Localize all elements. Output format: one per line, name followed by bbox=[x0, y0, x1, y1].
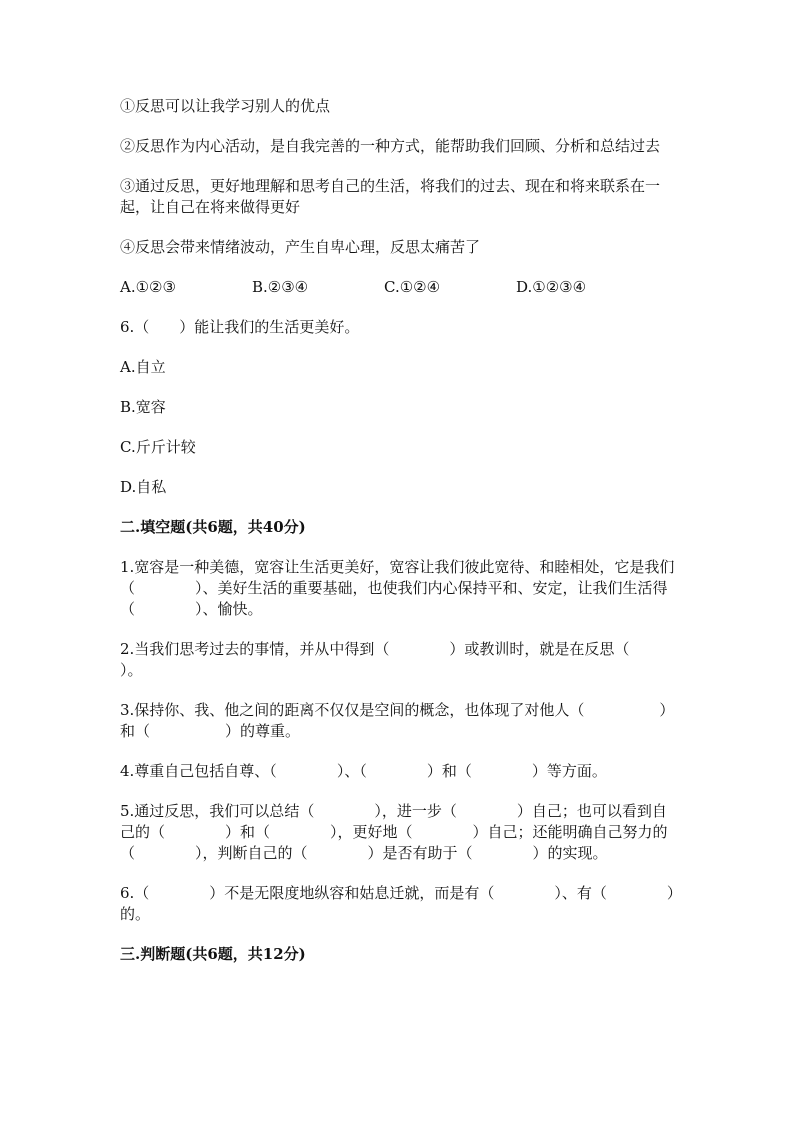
q5-option-a: A.①②③ bbox=[120, 278, 176, 296]
fill-question-4: 4.尊重自己包括自尊、（ ）、（ ）和（ ）等方面。 bbox=[120, 762, 607, 780]
fill-question-3: 3.保持你、我、他之间的距离不仅仅是空间的概念，也体现了对他人（ ）和（ ）的尊重。 bbox=[120, 701, 675, 740]
q6-stem: 6.（ ）能让我们的生活更美好。 bbox=[120, 318, 360, 336]
q5-option-b: B.②③④ bbox=[252, 278, 309, 296]
fill-question-5: 5.通过反思，我们可以总结（ ），进一步（ ）自己；也可以看到自己的（ ）和（ ），更好地（ ）自己；还能明确自己努力的（ ），判断自己的（ ）是否有助于（ ）的实现。 bbox=[120, 802, 668, 862]
section-2-title: 二.填空题(共6题，共40分) bbox=[120, 518, 306, 536]
fill-question-1: 1.宽容是一种美德，宽容让生活更美好，宽容让我们彼此宽待、和睦相处，它是我们（ ）、美好生活的重要基础，也使我们内心保持平和、安定，让我们生活得（ ）、愉快。 bbox=[120, 558, 675, 618]
q6-option-b: B.宽容 bbox=[120, 398, 166, 416]
q6-option-c: C.斤斤计较 bbox=[120, 438, 196, 456]
q5-statement-1: ①反思可以让我学习别人的优点 bbox=[120, 97, 331, 115]
fill-question-6: 6.（ ）不是无限度地纵容和姑息迁就，而是有（ ）、有（ ）的。 bbox=[120, 884, 675, 923]
q5-statements bbox=[120, 96, 680, 258]
q5-statement-3: ③通过反思，更好地理解和思考自己的生活，将我们的过去、现在和将来联系在一起，让自己在将来做得更好 bbox=[120, 177, 661, 216]
section-3-title: 三.判断题(共6题，共12分) bbox=[120, 945, 306, 963]
q5-statement-2: ②反思作为内心活动，是自我完善的一种方式，能帮助我们回顾、分析和总结过去 bbox=[120, 137, 661, 155]
q6-block bbox=[120, 317, 680, 498]
fill-in-questions bbox=[120, 557, 690, 925]
q5-statement-4: ④反思会带来情绪波动，产生自卑心理，反思太痛苦了 bbox=[120, 238, 481, 256]
fill-question-2: 2.当我们思考过去的事情，并从中得到（ ）或教训时，就是在反思（ ）。 bbox=[120, 640, 690, 679]
q5-options bbox=[120, 277, 680, 298]
q6-option-a: A.自立 bbox=[120, 358, 166, 376]
q6-option-d: D.自私 bbox=[120, 478, 167, 496]
document-page bbox=[120, 96, 690, 984]
q5-option-c: C.①②④ bbox=[384, 278, 441, 296]
q5-option-d: D.①②③④ bbox=[516, 278, 587, 296]
